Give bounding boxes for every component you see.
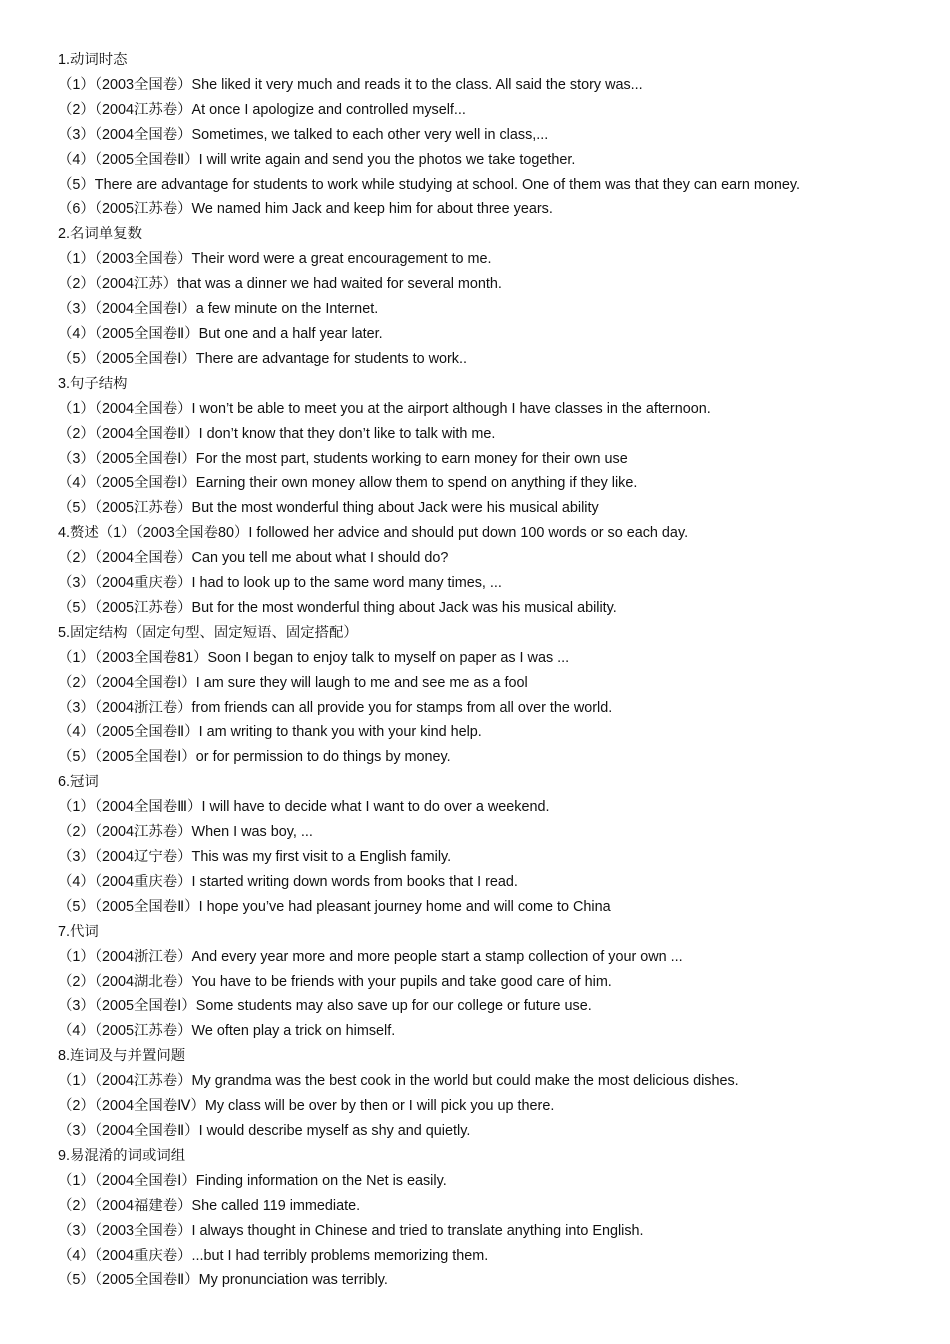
document-body <box>58 48 938 1293</box>
text-line: （2）（2004江苏）that was a dinner we had waited for several month. <box>58 276 502 293</box>
text-line: （4）（2005全国卷Ⅱ）But one and a half year later. <box>58 325 383 342</box>
text-line: （4）（2005全国卷Ⅱ）I am writing to thank you with your kind help. <box>58 724 482 741</box>
text-line: （3）（2004全国卷Ⅰ）a few minute on the Internet. <box>58 301 379 318</box>
text-line: （2）（2004江苏卷）At once I apologize and controlled myself... <box>58 101 466 118</box>
text-line: 6.冠词 <box>58 774 99 791</box>
text-line: （5）（2005全国卷Ⅱ）My pronunciation was terribly. <box>58 1272 388 1289</box>
text-line: （3）（2003全国卷）I always thought in Chinese and tried to translate anything into English. <box>58 1222 644 1239</box>
text-line: （5）（2005全国卷Ⅰ）There are advantage for students to work.. <box>58 350 467 367</box>
text-line: （3）（2005全国卷Ⅰ）For the most part, students working to earn money for their own use <box>58 450 628 467</box>
text-line: （2）（2004湖北卷）You have to be friends with your pupils and take good care of him. <box>58 973 612 990</box>
text-line: 9.易混淆的词或词组 <box>58 1147 186 1164</box>
text-line: （3）（2004辽宁卷）This was my first visit to a English family. <box>58 849 452 865</box>
text-line: 2.名词单复数 <box>58 226 142 243</box>
text-line: （4）（2005全国卷Ⅱ）I will write again and send you the photos we take together. <box>58 151 576 168</box>
text-line: （3）（2005全国卷Ⅰ）Some students may also save up for our college or future use. <box>58 998 592 1015</box>
text-line: （1）（2004浙江卷）And every year more and more people start a stamp collection of your own ... <box>58 948 683 965</box>
text-line: （5）（2005全国卷Ⅰ）or for permission to do things by money. <box>58 749 451 766</box>
text-line: （2）（2004福建卷）She called 119 immediate. <box>58 1197 361 1214</box>
text-line: （2）（2004全国卷Ⅰ）I am sure they will laugh to me and see me as a fool <box>58 674 528 691</box>
text-line: 8.连词及与并置问题 <box>58 1048 186 1065</box>
text-line: （5）（2005全国卷Ⅱ）I hope you’ve had pleasant journey home and will come to China <box>58 898 611 915</box>
text-line: （2）（2004全国卷Ⅱ）I don’t know that they don’t like to talk with me. <box>58 425 496 442</box>
text-line: （4）（2005江苏卷）We often play a trick on himself. <box>58 1023 396 1040</box>
text-line: （3）（2004全国卷）Sometimes, we talked to each other very well in class,... <box>58 126 549 143</box>
text-line: （2）（2004江苏卷）When I was boy, ... <box>58 824 313 841</box>
text-line: （1）（2004江苏卷）My grandma was the best cook in the world but could make the most delicious dishes. <box>58 1073 739 1090</box>
text-line: 4.赘述（1）（2003全国卷80）I followed her advice and should put down 100 words or so each day. <box>58 525 689 542</box>
text-line: 7.代词 <box>58 923 99 940</box>
text-line: （3）（2004全国卷Ⅱ）I would describe myself as shy and quietly. <box>58 1122 471 1139</box>
text-line: 3.句子结构 <box>58 375 128 392</box>
text-line: （6）（2005江苏卷）We named him Jack and keep him for about three years. <box>58 201 553 218</box>
text-line: （5）（2005江苏卷）But the most wonderful thing about Jack were his musical ability <box>58 500 599 517</box>
text-line: （5）There are advantage for students to work while studying at school. One of them was that they can earn money. <box>58 176 801 193</box>
text-line: （4）（2005全国卷Ⅰ）Earning their own money allow them to spend on anything if they like. <box>58 475 638 492</box>
text-line: （1）（2004全国卷Ⅲ）I will have to decide what I want to do over a weekend. <box>58 799 550 816</box>
text-line: （1）（2004全国卷Ⅰ）Finding information on the Net is easily. <box>58 1172 447 1189</box>
text-line: （1）（2003全国卷）She liked it very much and reads it to the class. All said the story was... <box>58 76 643 93</box>
text-line: （2）（2004全国卷Ⅳ）My class will be over by then or I will pick you up there. <box>58 1098 555 1115</box>
text-line: （3）（2004浙江卷）from friends can all provide you for stamps from all over the world. <box>58 699 613 716</box>
text-line: 1.动词时态 <box>58 52 128 68</box>
text-line: （2）（2004全国卷）Can you tell me about what I should do? <box>58 550 449 567</box>
text-line: （5）（2005江苏卷）But for the most wonderful thing about Jack was his musical ability. <box>58 599 617 616</box>
text-line: 5.固定结构（固定句型、固定短语、固定搭配） <box>58 624 358 641</box>
text-line: （1）（2003全国卷）Their word were a great encouragement to me. <box>58 251 492 268</box>
text-line: （4）（2004重庆卷）...but I had terribly problems memorizing them. <box>58 1247 489 1264</box>
text-line: （3）（2004重庆卷）I had to look up to the same word many times, ... <box>58 575 502 592</box>
text-line: （1）（2003全国卷81）Soon I began to enjoy talk to myself on paper as I was ... <box>58 649 570 666</box>
text-line: （1）（2004全国卷）I won’t be able to meet you at the airport although I have classes in the afternoon. <box>58 400 711 417</box>
text-line: （4）（2004重庆卷）I started writing down words from books that I read. <box>58 873 518 890</box>
